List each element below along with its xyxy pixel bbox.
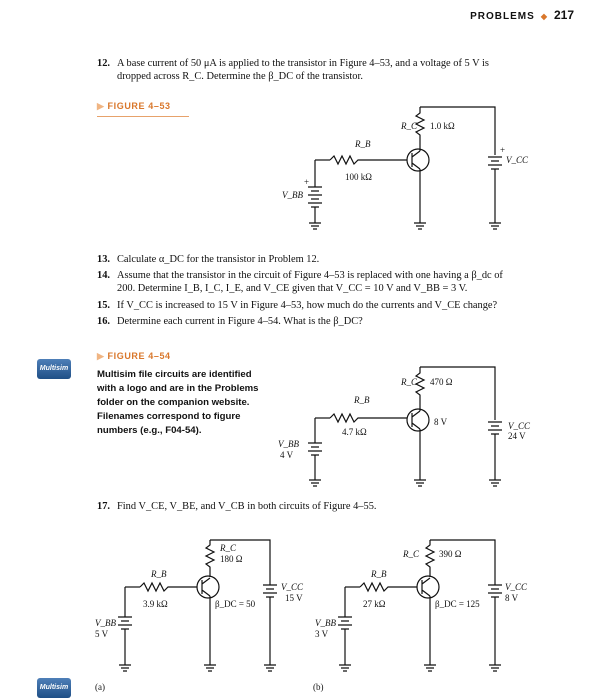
vbb-label: V_BB [315,618,336,628]
transistor-leads [412,411,420,429]
plus-sign: + [500,145,506,155]
multisim-note [97,368,287,438]
note-line: numbers (e.g., F04-54). [97,425,202,436]
problem-14 [97,269,567,295]
rc-resistor [416,367,424,411]
vbb-battery [308,160,322,223]
vcc-label: V_CC [505,582,528,592]
vbb-label: V_BB [95,618,116,628]
ground-icon [414,480,426,486]
arrow-icon: ▶ [97,351,105,361]
problem-text: Calculate α_DC for the transistor in Problem 12. [117,254,320,265]
note-line: folder on the companion website. [97,397,250,408]
ground-icon [119,665,131,671]
rc-resistor [416,107,424,151]
bullet-icon: ◆ [540,12,548,21]
ground-icon [264,665,276,671]
rb-resistor [330,156,407,164]
caption-a: (a) [95,682,105,692]
vcc-value: 15 V [285,593,303,603]
vcc-battery [488,422,502,480]
rc-value: 390 Ω [439,549,462,559]
vbb-value: 4 V [280,450,294,460]
rb-resistor [330,414,407,422]
vbb-battery [118,587,132,665]
transistor-leads [202,578,210,596]
note-line: Multisim file circuits are identified [97,369,252,380]
vcc-label: V_CC [281,582,304,592]
ground-icon [204,665,216,671]
rb-value: 3.9 kΩ [143,599,168,609]
figure-4-55b-circuit [305,525,530,695]
rc-label: R_C [220,543,237,553]
vcc-value: 24 V [508,431,526,441]
problem-number: 17. [97,501,110,512]
beta-value: β_DC = 50 [215,599,256,609]
wire-top [430,540,495,585]
ground-icon [414,223,426,229]
ground-icon [489,223,501,229]
transistor-leads [422,578,430,596]
rb-resistor [360,583,417,591]
figure-4-53-circuit [270,95,570,240]
problem-text: Assume that the transistor in the circuit of Figure 4–53 is replaced with one having a β_dc of [117,270,503,281]
wire-top [420,107,495,155]
figure-4-55a-circuit [95,525,320,695]
problem-number: 15. [97,300,110,311]
problem-13 [97,253,567,266]
problem-16 [97,315,567,328]
problem-text: Find V_CE, V_BE, and V_CB in both circuits of Figure 4–55. [117,501,377,512]
vbb-battery [338,587,352,665]
page-header [470,8,574,22]
problem-12 [97,57,567,83]
vbb-label: V_BB [282,190,303,200]
rc-label: R_C [401,377,418,387]
ground-icon [339,665,351,671]
problem-text: A base current of 50 μA is applied to the transistor in Figure 4–53, and a voltage of 5 V is [117,58,489,69]
problem-number: 14. [97,270,110,281]
arrow-icon: ▶ [97,101,105,111]
vce-value: 8 V [434,417,448,427]
problem-number: 12. [97,58,110,69]
vcc-label: V_CC [508,421,531,431]
problem-text-cont: dropped across R_C. Determine the β_DC of the transistor. [117,71,363,82]
rb-resistor [140,583,197,591]
rc-label: R_C [401,121,418,131]
ground-icon [309,223,321,229]
beta-value: β_DC = 125 [435,599,480,609]
rc-resistor [206,540,214,577]
rb-label: R_B [371,569,387,579]
vcc-battery [488,585,502,665]
problem-15 [97,299,567,312]
vbb-value: 3 V [315,629,329,639]
ground-icon [309,480,321,486]
ground-icon [489,480,501,486]
figure-4-54-circuit [270,355,570,495]
vbb-label: V_BB [278,439,299,449]
rc-label: R_C [403,549,420,559]
section-title: PROBLEMS [470,11,535,22]
rc-value: 1.0 kΩ [430,121,455,131]
page-number: 217 [553,8,574,22]
figure-4-54-label: ▶ FIGURE 4–54 [97,351,171,361]
problem-number: 16. [97,316,110,327]
rc-resistor [426,540,434,577]
vcc-battery [488,157,502,223]
rc-value: 180 Ω [220,554,243,564]
rc-value: 470 Ω [430,377,453,387]
rb-value: 100 kΩ [345,172,372,182]
problem-text-cont: 200. Determine I_B, I_C, I_E, and V_CE given that V_CC = 10 V and V_BB = 3 V. [117,283,468,294]
rb-label: R_B [355,139,371,149]
vbb-battery [308,418,322,480]
vcc-label: V_CC [506,155,529,165]
ground-icon [489,665,501,671]
rb-label: R_B [354,395,370,405]
plus-sign: + [304,177,310,187]
problem-17 [97,500,567,513]
ground-icon [424,665,436,671]
wire-top [420,367,495,420]
note-line: with a logo and are in the Problems [97,383,259,394]
rb-value: 27 kΩ [363,599,386,609]
transistor-leads [412,151,420,169]
figure-4-53-label: ▶ FIGURE 4–53 [97,101,171,111]
note-line: Filenames correspond to figure [97,411,241,422]
problem-text: If V_CC is increased to 15 V in Figure 4–53, how much do the currents and V_CE change? [117,300,498,311]
vcc-battery [263,585,277,665]
multisim-logo: Multisim [37,678,71,698]
problem-text: Determine each current in Figure 4–54. What is the β_DC? [117,316,363,327]
caption-b: (b) [313,682,324,692]
vbb-value: 5 V [95,629,109,639]
rb-label: R_B [151,569,167,579]
rb-value: 4.7 kΩ [342,427,367,437]
problem-number: 13. [97,254,110,265]
multisim-logo: Multisim [37,359,71,379]
figure-rule [97,116,189,117]
vcc-value: 8 V [505,593,519,603]
